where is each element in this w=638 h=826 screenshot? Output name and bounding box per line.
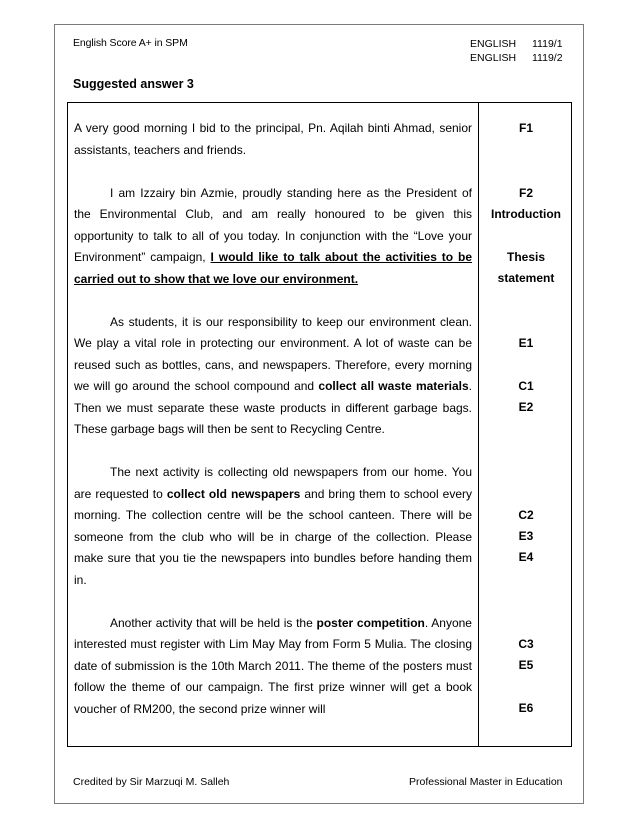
key-point: collect all waste materials [318, 379, 469, 393]
header-left-text: English Score A+ in SPM [73, 37, 188, 49]
tag-c1: C1 [518, 379, 534, 393]
footer-credit: Credited by Sir Marzuqi M. Salleh [73, 776, 230, 788]
tag-introduction: Introduction [491, 207, 561, 221]
paragraph-text: . Then we must separate these waste products in different garbage bags. These garbage bags will then be sent to Recycling Centre. [74, 379, 472, 436]
tag-statement: statement [497, 271, 555, 285]
header-code: 1119/2 [532, 52, 563, 64]
paragraph-text: I am Izzairy bin Azmie, proudly standing here as the President of the Environmental Club, and am really honoured to be given this opportunity to talk to all of you today. In conjunction with the “Love your Environment” campaign, [74, 185, 472, 264]
header-subject: ENGLISH [470, 38, 517, 50]
paragraph-text: . Anyone interested must register with Lim May May from Form 5 Mulia. The closing date of submission is the 10th March 2011. The theme of the posters must follow the theme of our campaign. The first prize winner will get a book voucher of RM200, the second prize winner will [74, 615, 472, 716]
tag-e4: E4 [518, 550, 534, 564]
paragraph-text: A very good morning I bid to the principal, Pn. Aqilah binti Ahmad, senior assistants, teachers and friends. [74, 121, 472, 157]
key-point: collect old newspapers [166, 486, 301, 501]
tag-c2: C2 [518, 508, 534, 522]
tag-e5: E5 [518, 658, 534, 672]
paragraph-text: Another activity that will be held is the [110, 615, 317, 630]
paragraph-activity-2 [74, 462, 472, 591]
tag-e6: E6 [518, 701, 534, 715]
header-subject: ENGLISH [470, 52, 517, 64]
paragraph-text: and bring them to school every morning. The collection centre will be the school canteen. There will be someone from the club who will be in charge of the collection. Please make sure that you tie the newspapers into bundles before handing them in. [74, 486, 472, 587]
tag-c3: C3 [518, 637, 534, 651]
paragraph-text: As students, it is our responsibility to keep our environment clean. We play a vital role in protecting our environment. A lot of waste can be reused such as bottles, cans, and newspapers. Therefore, every morning we will go around the school compound and [74, 314, 472, 393]
tag-thesis: Thesis [506, 250, 545, 264]
tag-f1: F1 [518, 121, 533, 135]
paragraph-activity-3 [74, 613, 472, 721]
paragraph-text: The next activity is collecting old newspapers from our home. You are requested to [74, 465, 472, 501]
essay-text-column [74, 118, 472, 742]
thesis-statement: I would like to talk about the activities to be carried out to show that we love our environment. [74, 250, 472, 286]
header-code: 1119/1 [532, 38, 563, 50]
key-point: poster competition [316, 615, 425, 630]
paragraph-greeting [74, 118, 472, 161]
tag-e3: E3 [518, 529, 534, 543]
header-right-block [470, 37, 572, 65]
tag-e2: E2 [518, 400, 534, 414]
header-row [470, 37, 572, 51]
paragraph-activity-1 [74, 312, 472, 441]
tag-f2: F2 [518, 186, 533, 200]
paragraph-introduction [74, 183, 472, 291]
tag-e1: E1 [518, 336, 534, 350]
answer-table [67, 102, 572, 747]
footer-title: Professional Master in Education [409, 776, 563, 788]
section-title: Suggested answer 3 [73, 77, 194, 91]
header-row [470, 51, 572, 65]
